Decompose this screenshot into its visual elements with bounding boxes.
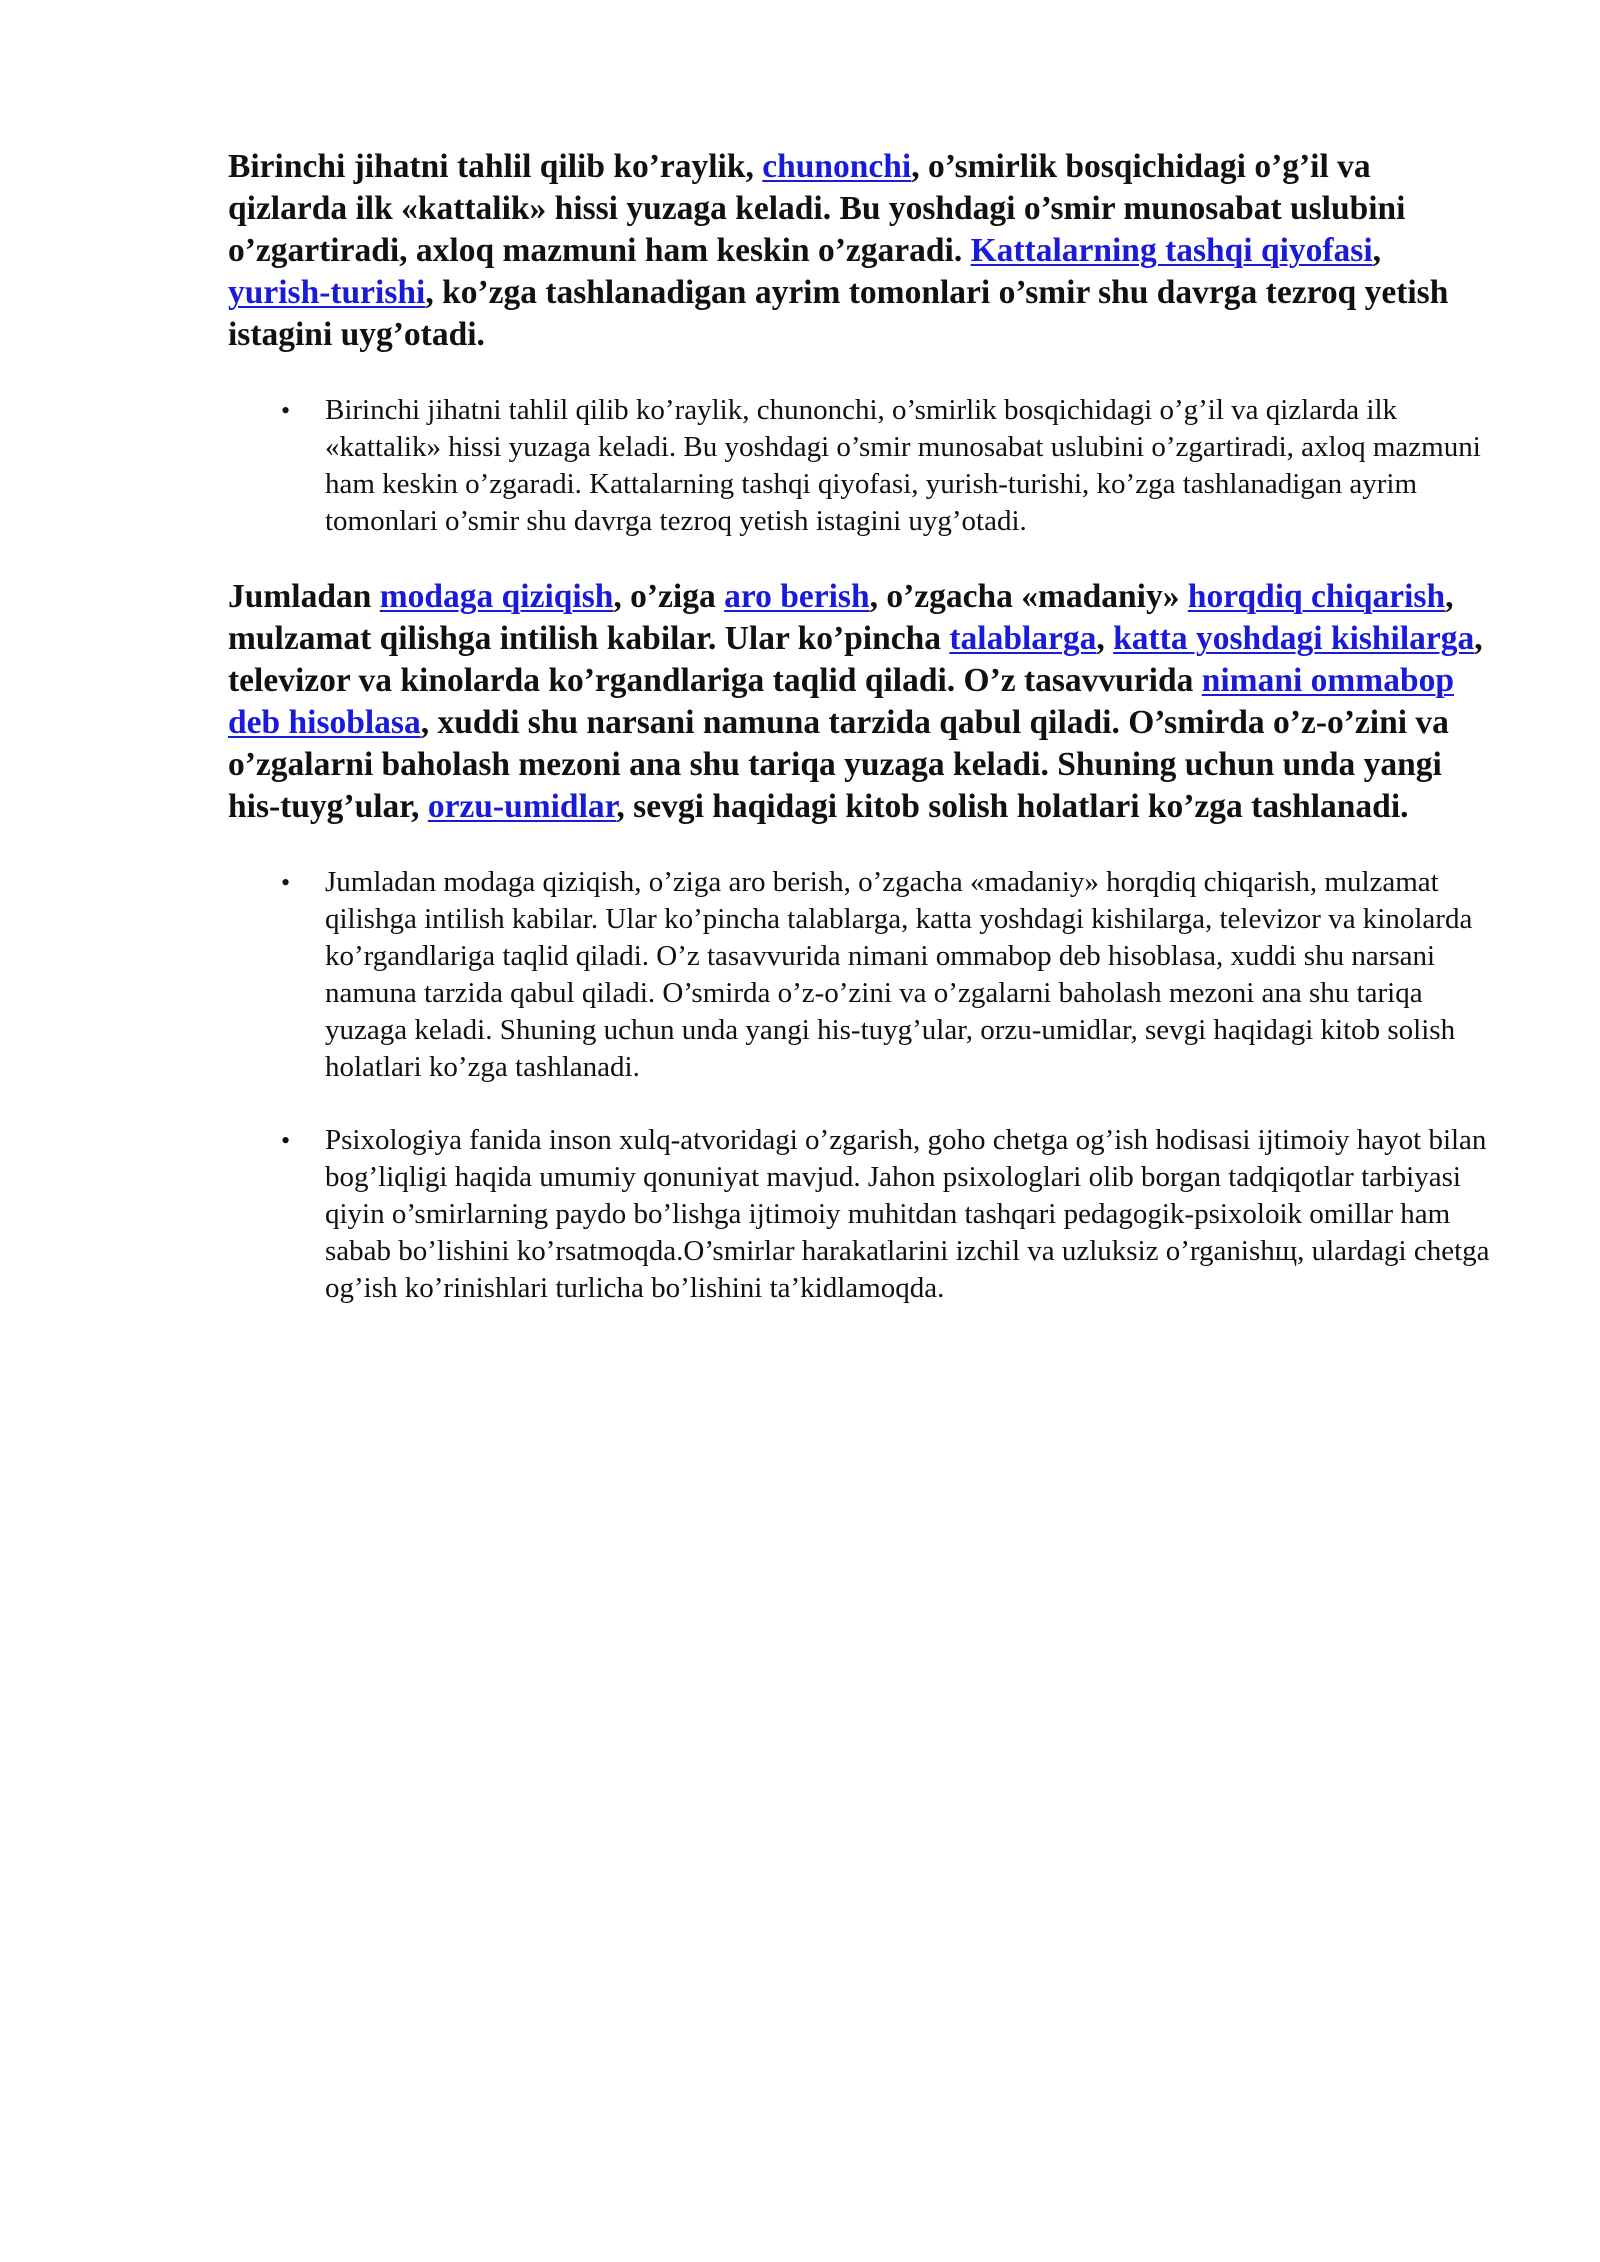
bullet-marker: • bbox=[281, 1126, 291, 1155]
link-horqdiq-chiqarish[interactable]: horqdiq chiqarish bbox=[1187, 578, 1446, 615]
text-run: , bbox=[1372, 232, 1382, 269]
list-item bbox=[228, 1122, 1490, 1307]
document-page bbox=[228, 146, 1490, 1343]
list-item-text: Psixologiya fanida inson xulq-atvoridagi o’zgarish, goho chetga og’ish hodisasi ijtimoiy hayot bilan bog’liqligi haqida umumiy qonuniyat mavjud. Jahon psixologlari olib borgan tadqiqotlar tarbiyasi qiyin o’smirlarning paydo bo’lishga ijtimoiy muhitdan tashqari pedagogik-psixoloik omillar ham sabab bo’lishini ko’rsatmoqda.O’smirlar harakatlarini izchil va uzluksiz o’rganishщ, ulardagi chetga og’ish ko’rinishlari turlicha bo’lishini ta’kidlamoqda. bbox=[325, 1124, 1490, 1304]
link-orzu-umidlar[interactable]: orzu-umidlar bbox=[427, 788, 617, 825]
link-modaga-qiziqish[interactable]: modaga qiziqish bbox=[379, 578, 614, 615]
list-item-text: Jumladan modaga qiziqish, o’ziga aro berish, o’zgacha «madaniy» horqdiq chiqarish, mulzamat qilishga intilish kabilar. Ular ko’pincha talablarga, katta yoshdagi kishilarga, televizor va kinolarda ko’rgandlariga taqlid qiladi. O’z tasavvurida nimani ommabop deb hisoblasa, xuddi shu narsani namuna tarzida qabul qiladi. O’smirda o’z-o’zini va o’zgalarni baholash mezoni ana shu tariqa yuzaga keladi. Shuning uchun unda yangi his-tuyg’ular, orzu-umidlar, sevgi haqidagi kitob solish holatlari ko’zga tashlanadi. bbox=[325, 866, 1473, 1083]
link-talablarga[interactable]: talablarga bbox=[949, 620, 1097, 657]
link-katta-yoshdagi-kishilarga[interactable]: katta yoshdagi kishilarga bbox=[1113, 620, 1475, 657]
link-nimani-ommabop-deb-hisoblasa[interactable]: nimani ommabop deb hisoblasa bbox=[228, 662, 1454, 741]
text-run: , o’ziga bbox=[613, 578, 725, 615]
text-run: , xuddi shu narsani namuna tarzida qabul qiladi. O’smirda o’z-o’zini va o’zgalarni baholash mezoni ana shu tariqa yuzaga keladi. Shuning uchun unda yangi his-tuyg’ular, bbox=[228, 704, 1449, 825]
bold-paragraph-2 bbox=[228, 576, 1490, 828]
text-run: , ko’zga tashlanadigan ayrim tomonlari o’smir shu davrga tezroq yetish istagini uyg’otadi. bbox=[228, 274, 1449, 353]
text-run: , sevgi haqidagi kitob solish holatlari ko’zga tashlanadi. bbox=[616, 788, 1409, 825]
bullet-marker: • bbox=[281, 868, 291, 897]
text-run: , mulzamat qilishga intilish kabilar. Ular ko’pincha bbox=[228, 578, 1454, 657]
list-item bbox=[228, 864, 1490, 1086]
bullet-list-1 bbox=[228, 392, 1490, 540]
list-item bbox=[228, 392, 1490, 540]
link-yurish-turishi[interactable]: yurish-turishi bbox=[228, 274, 426, 311]
bullet-list-2 bbox=[228, 864, 1490, 1307]
text-run: Jumladan bbox=[228, 578, 380, 615]
text-run: Birinchi jihatni tahlil qilib ko’raylik, bbox=[228, 148, 763, 185]
text-run: , o’zgacha «madaniy» bbox=[869, 578, 1188, 615]
link-chunonchi[interactable]: chunonchi bbox=[762, 148, 912, 185]
link-kattalarning-tashqi-qiyofasi[interactable]: Kattalarning tashqi qiyofasi bbox=[970, 232, 1373, 269]
bullet-marker: • bbox=[281, 396, 291, 425]
text-run: , televizor va kinolarda ko’rgandlariga taqlid qiladi. O’z tasavvurida bbox=[228, 620, 1483, 699]
text-run: , bbox=[1096, 620, 1114, 657]
link-aro-berish[interactable]: aro berish bbox=[724, 578, 870, 615]
bold-paragraph-1 bbox=[228, 146, 1490, 356]
list-item-text: Birinchi jihatni tahlil qilib ko’raylik, chunonchi, o’smirlik bosqichidagi o’g’il va qizlarda ilk «kattalik» hissi yuzaga keladi. Bu yoshdagi o’smir munosabat uslubini o’zgartiradi, axloq mazmuni ham keskin o’zgaradi. Kattalarning tashqi qiyofasi, yurish-turishi, ko’zga tashlanadigan ayrim tomonlari o’smir shu davrga tezroq yetish istagini uyg’otadi. bbox=[325, 394, 1481, 537]
text-run: , o’smirlik bosqichidagi o’g’il va qizlarda ilk «kattalik» hissi yuzaga keladi. Bu yoshdagi o’smir munosabat uslubini o’zgartiradi, axloq mazmuni ham keskin o’zgaradi. bbox=[228, 148, 1406, 269]
